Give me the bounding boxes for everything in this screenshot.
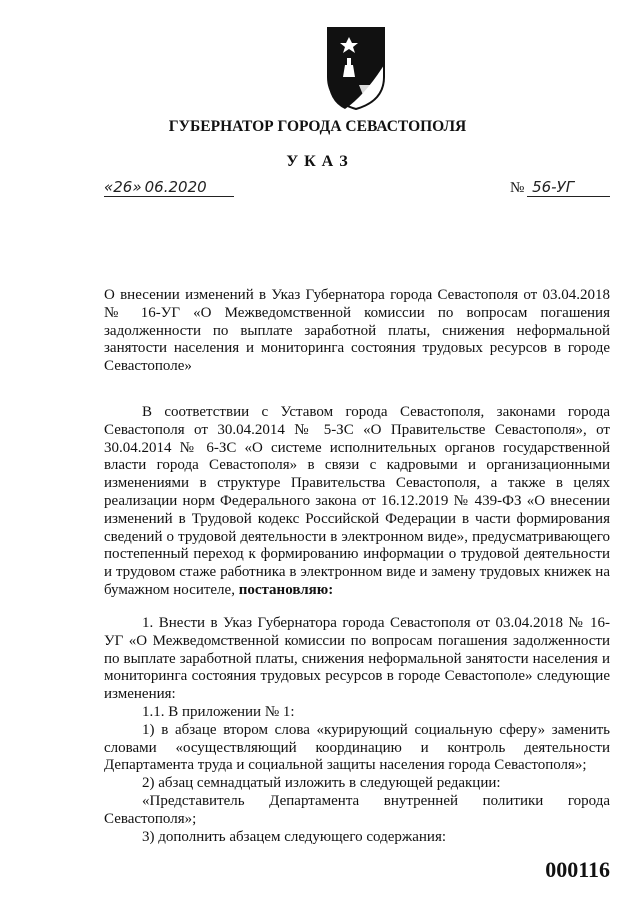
preamble-colon: : <box>328 581 334 598</box>
decree-items <box>104 615 610 846</box>
subject-text: О внесении изменений в Указ Губернатора города Севастополя от 03.04.2018 № 16-УГ «О Межведомственной комиссии по вопросам погашения задолженности по выплате заработной платы, снижения неформальной занятости населения и мониторинга состояния трудовых ресурсов в городе Севастополе» <box>104 287 610 375</box>
number-underline <box>527 196 610 197</box>
preamble-decree-word: постановляю <box>238 581 329 598</box>
date-close-quote: » <box>132 178 142 196</box>
page-number: 000116 <box>545 857 610 882</box>
preamble-paragraph <box>104 404 610 600</box>
preamble-text: В соответствии с Уставом города Севастополя, законами города Севастополя от 30.04.2014 № 5-ЗС «О Правительстве Севастополя», от 30.04.2014 № 6-ЗС «О системе исполнительных органов государственной власти города Севастополя» в связи с кадровыми и организационными изменениями в структуре Правительства Севастополя, а также в целях реализации норм Федерального закона от 16.12.2019 № 439-ФЗ «О внесении изменений в Трудовой кодекс Российской Федерации в части формирования сведений о трудовой деятельности в электронном виде», предусматривающего постепенный переход к формированию информации о трудовой деятельности и трудовом стаже работника в электронном виде и замену трудовых книжек на бумажном носителе, <box>104 404 610 598</box>
date-underline <box>104 196 234 197</box>
number-label: № <box>510 180 525 196</box>
sevastopol-coat-of-arms-icon <box>325 25 387 111</box>
date-month-year: 06.2020 <box>144 178 207 196</box>
document-date <box>104 178 207 197</box>
date-open-quote: « <box>104 178 114 196</box>
item-paragraph: 3) дополнить абзацем следующего содержания: <box>142 828 447 845</box>
number-value: 56-УГ <box>532 178 575 196</box>
item-paragraph: 1. Внести в Указ Губернатора города Севастополя от 03.04.2018 № 16-УГ «О Межведомственной комиссии по вопросам погашения задолженности по выплате заработной платы, снижения неформальной занятости населения и мониторинга состояния трудовых ресурсов в городе Севастополе» следующие изменения: <box>104 615 610 703</box>
item-paragraph: 1) в абзаце втором слова «курирующий социальную сферу» заменить словами «осуществляющий координацию и контроль деятельности Департамента труда и социальной защиты населения города Севастополя»; <box>104 721 610 774</box>
document-subject <box>104 287 610 376</box>
item-paragraph: 1.1. В приложении № 1: <box>142 703 295 720</box>
item-paragraph: 2) абзац семнадцатый изложить в следующей редакции: <box>142 775 501 792</box>
item-paragraph: «Представитель Департамента внутренней политики города Севастополя»; <box>104 792 610 827</box>
issuer-title: ГУБЕРНАТОР ГОРОДА СЕВАСТОПОЛЯ <box>168 118 467 135</box>
document-type: У К А З <box>286 153 349 170</box>
date-day: 26 <box>113 178 133 196</box>
preamble <box>104 404 610 600</box>
document-number <box>510 178 574 197</box>
